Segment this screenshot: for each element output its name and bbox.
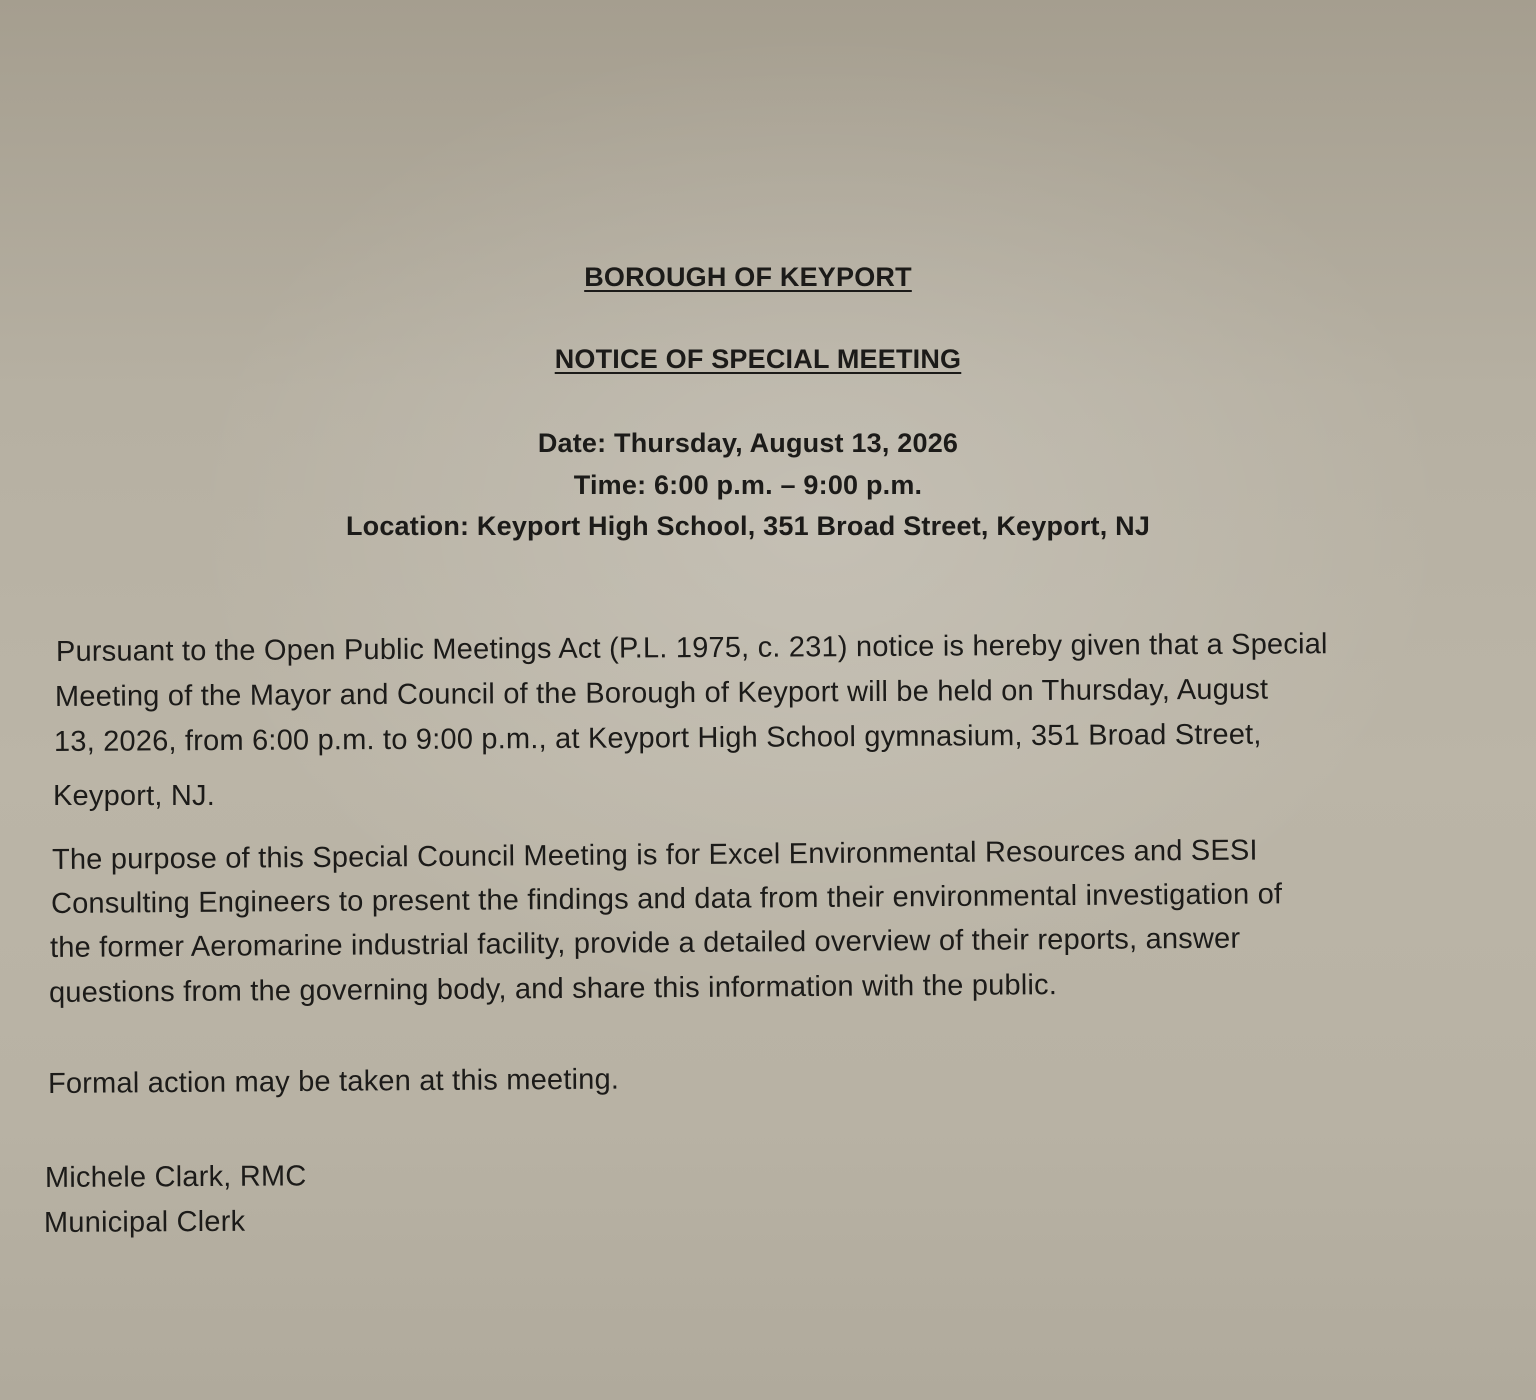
paragraph-line: Consulting Engineers to present the findings and data from their environmental investigation of — [50, 878, 1283, 920]
signature-title: Municipal Clerk — [43, 1205, 246, 1239]
meeting-date: Date: Thursday, August 13, 2026 — [537, 428, 959, 458]
signature-name: Michele Clark, RMC — [44, 1160, 307, 1194]
formal-action-statement: Formal action may be taken at this meeting. — [47, 1063, 620, 1100]
paragraph-line: Pursuant to the Open Public Meetings Act (P.L. 1975, c. 231) notice is hereby given that a Special — [55, 628, 1328, 668]
paragraph-line: 13, 2026, from 6:00 p.m. to 9:00 p.m., at Keyport High School gymnasium, 351 Broad Street, — [53, 718, 1262, 758]
meeting-location: Location: Keyport High School, 351 Broad Street, Keyport, NJ — [345, 511, 1151, 541]
paragraph-line: the former Aeromarine industrial facility, provide a detailed overview of their reports, answer — [49, 922, 1241, 964]
paragraph-line: questions from the governing body, and share this information with the public. — [48, 969, 1058, 1009]
meeting-time: Time: 6:00 p.m. – 9:00 p.m. — [573, 470, 923, 500]
notice-title: NOTICE OF SPECIAL MEETING — [554, 344, 962, 374]
paragraph-line: The purpose of this Special Council Meeting is for Excel Environmental Resources and SESI — [51, 834, 1258, 876]
organization-heading: BOROUGH OF KEYPORT — [584, 262, 912, 292]
paragraph-line: Meeting of the Mayor and Council of the Borough of Keyport will be held on Thursday, August — [54, 673, 1269, 713]
paragraph-line: Keyport, NJ. — [53, 780, 215, 812]
